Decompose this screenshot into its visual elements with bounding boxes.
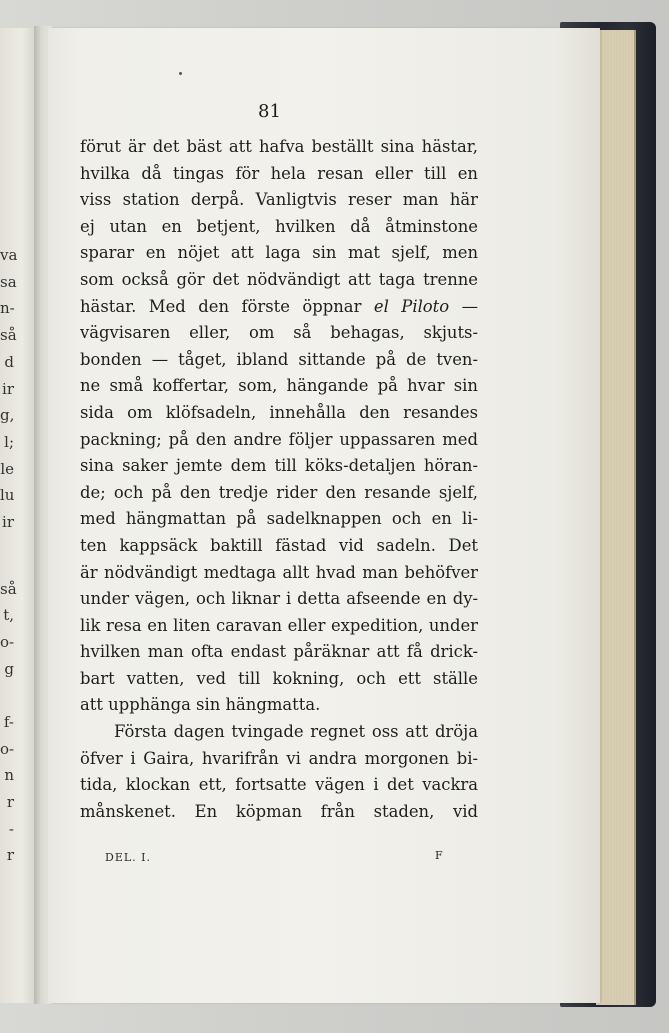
margin-fragment: t, [3,606,14,624]
margin-fragment: o- [0,740,15,758]
margin-fragment: r [6,846,14,864]
margin-fragment: ir [2,513,14,531]
margin-fragment: d [4,353,14,371]
margin-fragment: så [0,326,17,344]
dash: — [461,296,478,316]
page-speck [179,72,182,75]
margin-fragment: n [4,766,14,784]
margin-fragment: lu [0,486,15,504]
text-segment: hästar. Med den förste öppnar [80,296,362,316]
text-line: packning; på den andre följer uppassaren med [80,429,478,449]
margin-fragment: ir [2,380,14,398]
margin-fragment: sa [0,273,17,291]
margin-fragment: o- [0,633,15,651]
margin-fragment: - [8,820,14,838]
text-line: ej utan en betjent, hvilken då åtminstone [80,216,478,236]
text-line: tida, klockan ett, fortsatte vägen i det vackra [80,775,478,795]
margin-fragment: n- [0,299,15,317]
text-line: Första dagen tvingade regnet oss att dröja [114,722,478,742]
text-line: med hängmattan på sadelknappen och en li- [80,509,478,529]
text-line: de; och på den tredje rider den resande sjelf, [80,482,478,502]
text-line: är nödvändigt medtaga allt hvad man behöfver [80,562,478,582]
text-line: under vägen, och liknar i detta afseende en dy- [80,589,478,609]
margin-fragment: g [4,660,14,678]
margin-fragment: r [6,793,14,811]
text-line: ne små koffertar, som, hängande på hvar sin [80,376,478,396]
page-number: 81 [258,101,281,122]
text-line: bonden — tåget, ibland sittande på de tven- [80,349,478,369]
margin-fragment: så [0,580,17,598]
text-line-with-italic [80,294,478,321]
text-line: hvilka då tingas för hela resan eller till en [80,163,478,183]
text-line: som också gör det nödvändigt att taga trenne [80,269,478,289]
text-line: hvilken man ofta endast påräknar att få drick- [80,642,478,662]
text-line: sida om klöfsadeln, innehålla den resandes [80,402,478,422]
margin-fragment: f- [3,713,14,731]
text-line: sparar en nöjet att laga sin mat sjelf, men [80,243,478,263]
text-line: lik resa en liten caravan eller expedition, under [80,615,478,635]
gathering-mark: F [435,849,443,862]
page-edges [596,30,636,1005]
text-line: månskenet. En köpman från staden, vid [80,801,478,821]
signature-mark: DEL. I. [105,851,151,864]
text-line: ten kappsäck baktill fästad vid sadeln. Det [80,535,478,555]
margin-fragment: va [0,246,18,264]
italic-phrase: el Piloto [373,296,450,316]
text-line: förut är det bäst att hafva beställt sina hästar, [80,137,478,156]
text-line: vägvisaren eller, om så behagas, skjuts- [80,323,478,343]
text-line: viss station derpå. Vanligtvis reser man här [80,190,478,210]
margin-fragment: le [0,460,14,478]
left-page-fragment [0,28,36,1003]
text-line: att upphänga sin hängmatta. [80,695,321,715]
text-line: öfver i Gaira, hvarifrån vi andra morgonen bi- [80,748,478,768]
text-line: sina saker jemte dem till köks-detaljen höran- [80,456,478,476]
margin-fragment: g, [0,406,15,424]
margin-fragment: l; [4,433,14,451]
text-line: bart vatten, ved till kokning, och ett ställe [80,668,478,688]
body-text [80,134,478,825]
